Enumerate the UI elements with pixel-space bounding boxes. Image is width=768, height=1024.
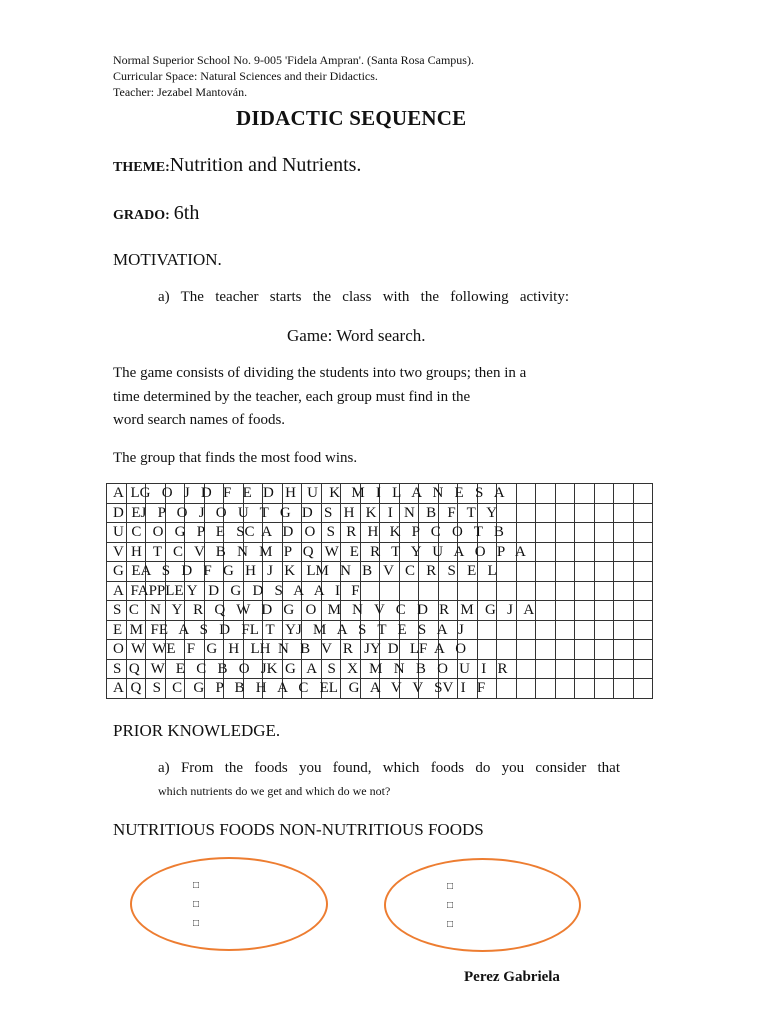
grid-cell xyxy=(555,679,575,699)
grado-label: GRADO: xyxy=(113,208,170,223)
grid-cell xyxy=(555,620,575,640)
game-title: Game: Word search. xyxy=(287,326,426,345)
curricular-space: Curricular Space: Natural Sciences and their Didactics. xyxy=(113,69,378,83)
grid-cell xyxy=(575,601,595,621)
document-title: DIDACTIC SEQUENCE xyxy=(236,106,467,130)
grid-cell xyxy=(555,640,575,660)
grid-cell xyxy=(633,581,653,601)
grid-cell xyxy=(516,620,536,640)
grid-cell xyxy=(555,542,575,562)
teacher-name: Teacher: Jezabel Mantován. xyxy=(113,85,248,99)
grid-cell xyxy=(614,562,634,582)
grid-cell xyxy=(614,523,634,543)
grid-cell xyxy=(516,640,536,660)
word-search-row-text: A LG O J D F E D H U K M I L A N E S A xyxy=(113,485,505,501)
food-columns-heading: NUTRITIOUS FOODS NON-NUTRITIOUS FOODS xyxy=(113,820,484,839)
grid-cell xyxy=(555,562,575,582)
grid-cell xyxy=(614,640,634,660)
grado-value: 6th xyxy=(173,202,200,224)
grid-cell xyxy=(633,484,653,504)
grid-cell xyxy=(497,640,517,660)
prior-knowledge-item-a-cont: which nutrients do we get and which do we not? xyxy=(158,784,391,798)
grid-cell xyxy=(516,562,536,582)
grid-cell xyxy=(536,503,556,523)
grid-cell xyxy=(438,581,458,601)
grid-cell xyxy=(497,581,517,601)
grid-cell xyxy=(594,542,614,562)
grid-cell xyxy=(555,523,575,543)
grid-cell xyxy=(614,503,634,523)
word-search-row-text: E M FE A S D FL T YJ M A S T E S A J xyxy=(113,621,464,638)
grid-cell xyxy=(536,542,556,562)
bullet-box-icon: □ xyxy=(447,881,454,892)
grid-cell xyxy=(614,484,634,504)
non-nutritious-foods-ellipse xyxy=(384,858,581,952)
grid-cell xyxy=(536,640,556,660)
theme-label: THEME: xyxy=(113,160,170,175)
grid-cell xyxy=(594,523,614,543)
grid-cell xyxy=(594,503,614,523)
grid-cell xyxy=(594,562,614,582)
grid-cell xyxy=(594,640,614,660)
grid-cell xyxy=(614,581,634,601)
grid-cell xyxy=(419,581,439,601)
grid-cell xyxy=(536,679,556,699)
grid-cell xyxy=(399,581,419,601)
grid-cell xyxy=(536,601,556,621)
motivation-item-a: a) The teacher starts the class with the following activity: xyxy=(158,289,569,305)
grid-cell xyxy=(458,581,478,601)
grid-cell xyxy=(516,679,536,699)
grid-cell xyxy=(536,659,556,679)
grid-cell xyxy=(575,562,595,582)
grid-cell xyxy=(614,542,634,562)
word-search-row-text: S C N Y R Q W D G O M N V C D R M G J A xyxy=(113,602,535,618)
grid-cell xyxy=(575,581,595,601)
grid-cell xyxy=(536,581,556,601)
grid-cell xyxy=(633,640,653,660)
grid-cell xyxy=(633,503,653,523)
grid-cell xyxy=(594,659,614,679)
word-search-row-text: S Q W E C B O JK G A S X M N B O U I R xyxy=(113,660,508,677)
grid-cell xyxy=(477,620,497,640)
grid-cell xyxy=(633,523,653,543)
school-name: Normal Superior School No. 9-005 'Fidela Ampran'. (Santa Rosa Campus). xyxy=(113,53,474,67)
grid-cell xyxy=(614,620,634,640)
description-line-1: The game consists of dividing the students into two groups; then in a xyxy=(113,365,527,381)
word-search-row-text: A FAPPLE Y D G D S A A I F xyxy=(113,582,360,599)
grid-cell xyxy=(497,503,517,523)
grid-cell xyxy=(516,659,536,679)
grid-cell xyxy=(555,484,575,504)
grid-cell xyxy=(575,523,595,543)
grid-cell xyxy=(516,523,536,543)
word-search-row-text: D EJ P O J O U T G D S H K I N B F T Y xyxy=(113,504,498,521)
grid-cell xyxy=(575,640,595,660)
prior-knowledge-item-a: a) From the foods you found, which foods do you consider that xyxy=(158,760,620,776)
word-search-row-text: O W WE F G H LH N B V R JY D LF A O xyxy=(113,641,467,657)
grid-cell xyxy=(477,581,497,601)
grid-cell xyxy=(575,679,595,699)
grid-cell xyxy=(633,679,653,699)
prior-knowledge-heading: PRIOR KNOWLEDGE. xyxy=(113,721,281,740)
bullet-box-icon: □ xyxy=(447,919,454,930)
grid-cell xyxy=(633,620,653,640)
grado-line xyxy=(113,202,199,225)
grid-cell xyxy=(536,620,556,640)
grid-cell xyxy=(594,679,614,699)
winner-rule: The group that finds the most food wins. xyxy=(113,450,358,466)
word-search-row-text: G EA S D F G H J K LM N B V C R S E L xyxy=(113,563,497,579)
grid-cell xyxy=(497,679,517,699)
grid-cell xyxy=(594,601,614,621)
description-line-2: time determined by the teacher, each group must find in the xyxy=(113,389,471,405)
grid-cell xyxy=(633,601,653,621)
grid-cell xyxy=(536,562,556,582)
grid-cell xyxy=(594,581,614,601)
bullet-box-icon: □ xyxy=(193,880,200,891)
grid-cell xyxy=(360,581,380,601)
grid-cell xyxy=(575,659,595,679)
grid-cell xyxy=(555,659,575,679)
grid-cell xyxy=(380,581,400,601)
grid-cell xyxy=(536,484,556,504)
grid-cell xyxy=(516,581,536,601)
grid-cell xyxy=(555,601,575,621)
nutritious-foods-ellipse xyxy=(130,857,328,951)
grid-cell xyxy=(614,679,634,699)
grid-cell xyxy=(594,484,614,504)
grid-cell xyxy=(633,542,653,562)
bullet-box-icon: □ xyxy=(193,899,200,910)
description-line-3: word search names of foods. xyxy=(113,412,286,428)
grid-cell xyxy=(555,503,575,523)
grid-cell xyxy=(633,562,653,582)
grid-cell xyxy=(614,659,634,679)
grid-cell xyxy=(633,659,653,679)
motivation-heading: MOTIVATION. xyxy=(113,250,222,269)
grid-cell xyxy=(575,542,595,562)
word-search-row-text: U C O G P E SC A D O S R H K P C O T B xyxy=(113,524,504,540)
grid-cell xyxy=(575,620,595,640)
word-search-row-text: V H T C V B N M P Q W E R T Y U A O P A xyxy=(113,543,526,560)
word-search-row-text: A Q S C G P B H A C EL G A V V SV I F xyxy=(113,680,486,696)
grid-cell xyxy=(516,484,536,504)
grid-cell xyxy=(555,581,575,601)
grid-cell xyxy=(536,523,556,543)
grid-cell xyxy=(477,640,497,660)
grid-cell xyxy=(575,484,595,504)
grid-cell xyxy=(497,620,517,640)
grid-cell xyxy=(594,620,614,640)
theme-value: Nutrition and Nutrients. xyxy=(169,154,362,176)
grid-cell xyxy=(614,601,634,621)
grid-cell xyxy=(497,562,517,582)
bullet-box-icon: □ xyxy=(447,900,454,911)
author-signature: Perez Gabriela xyxy=(464,969,560,985)
bullet-box-icon: □ xyxy=(193,918,200,929)
grid-cell xyxy=(575,503,595,523)
grid-cell xyxy=(516,503,536,523)
theme-line xyxy=(113,154,361,177)
